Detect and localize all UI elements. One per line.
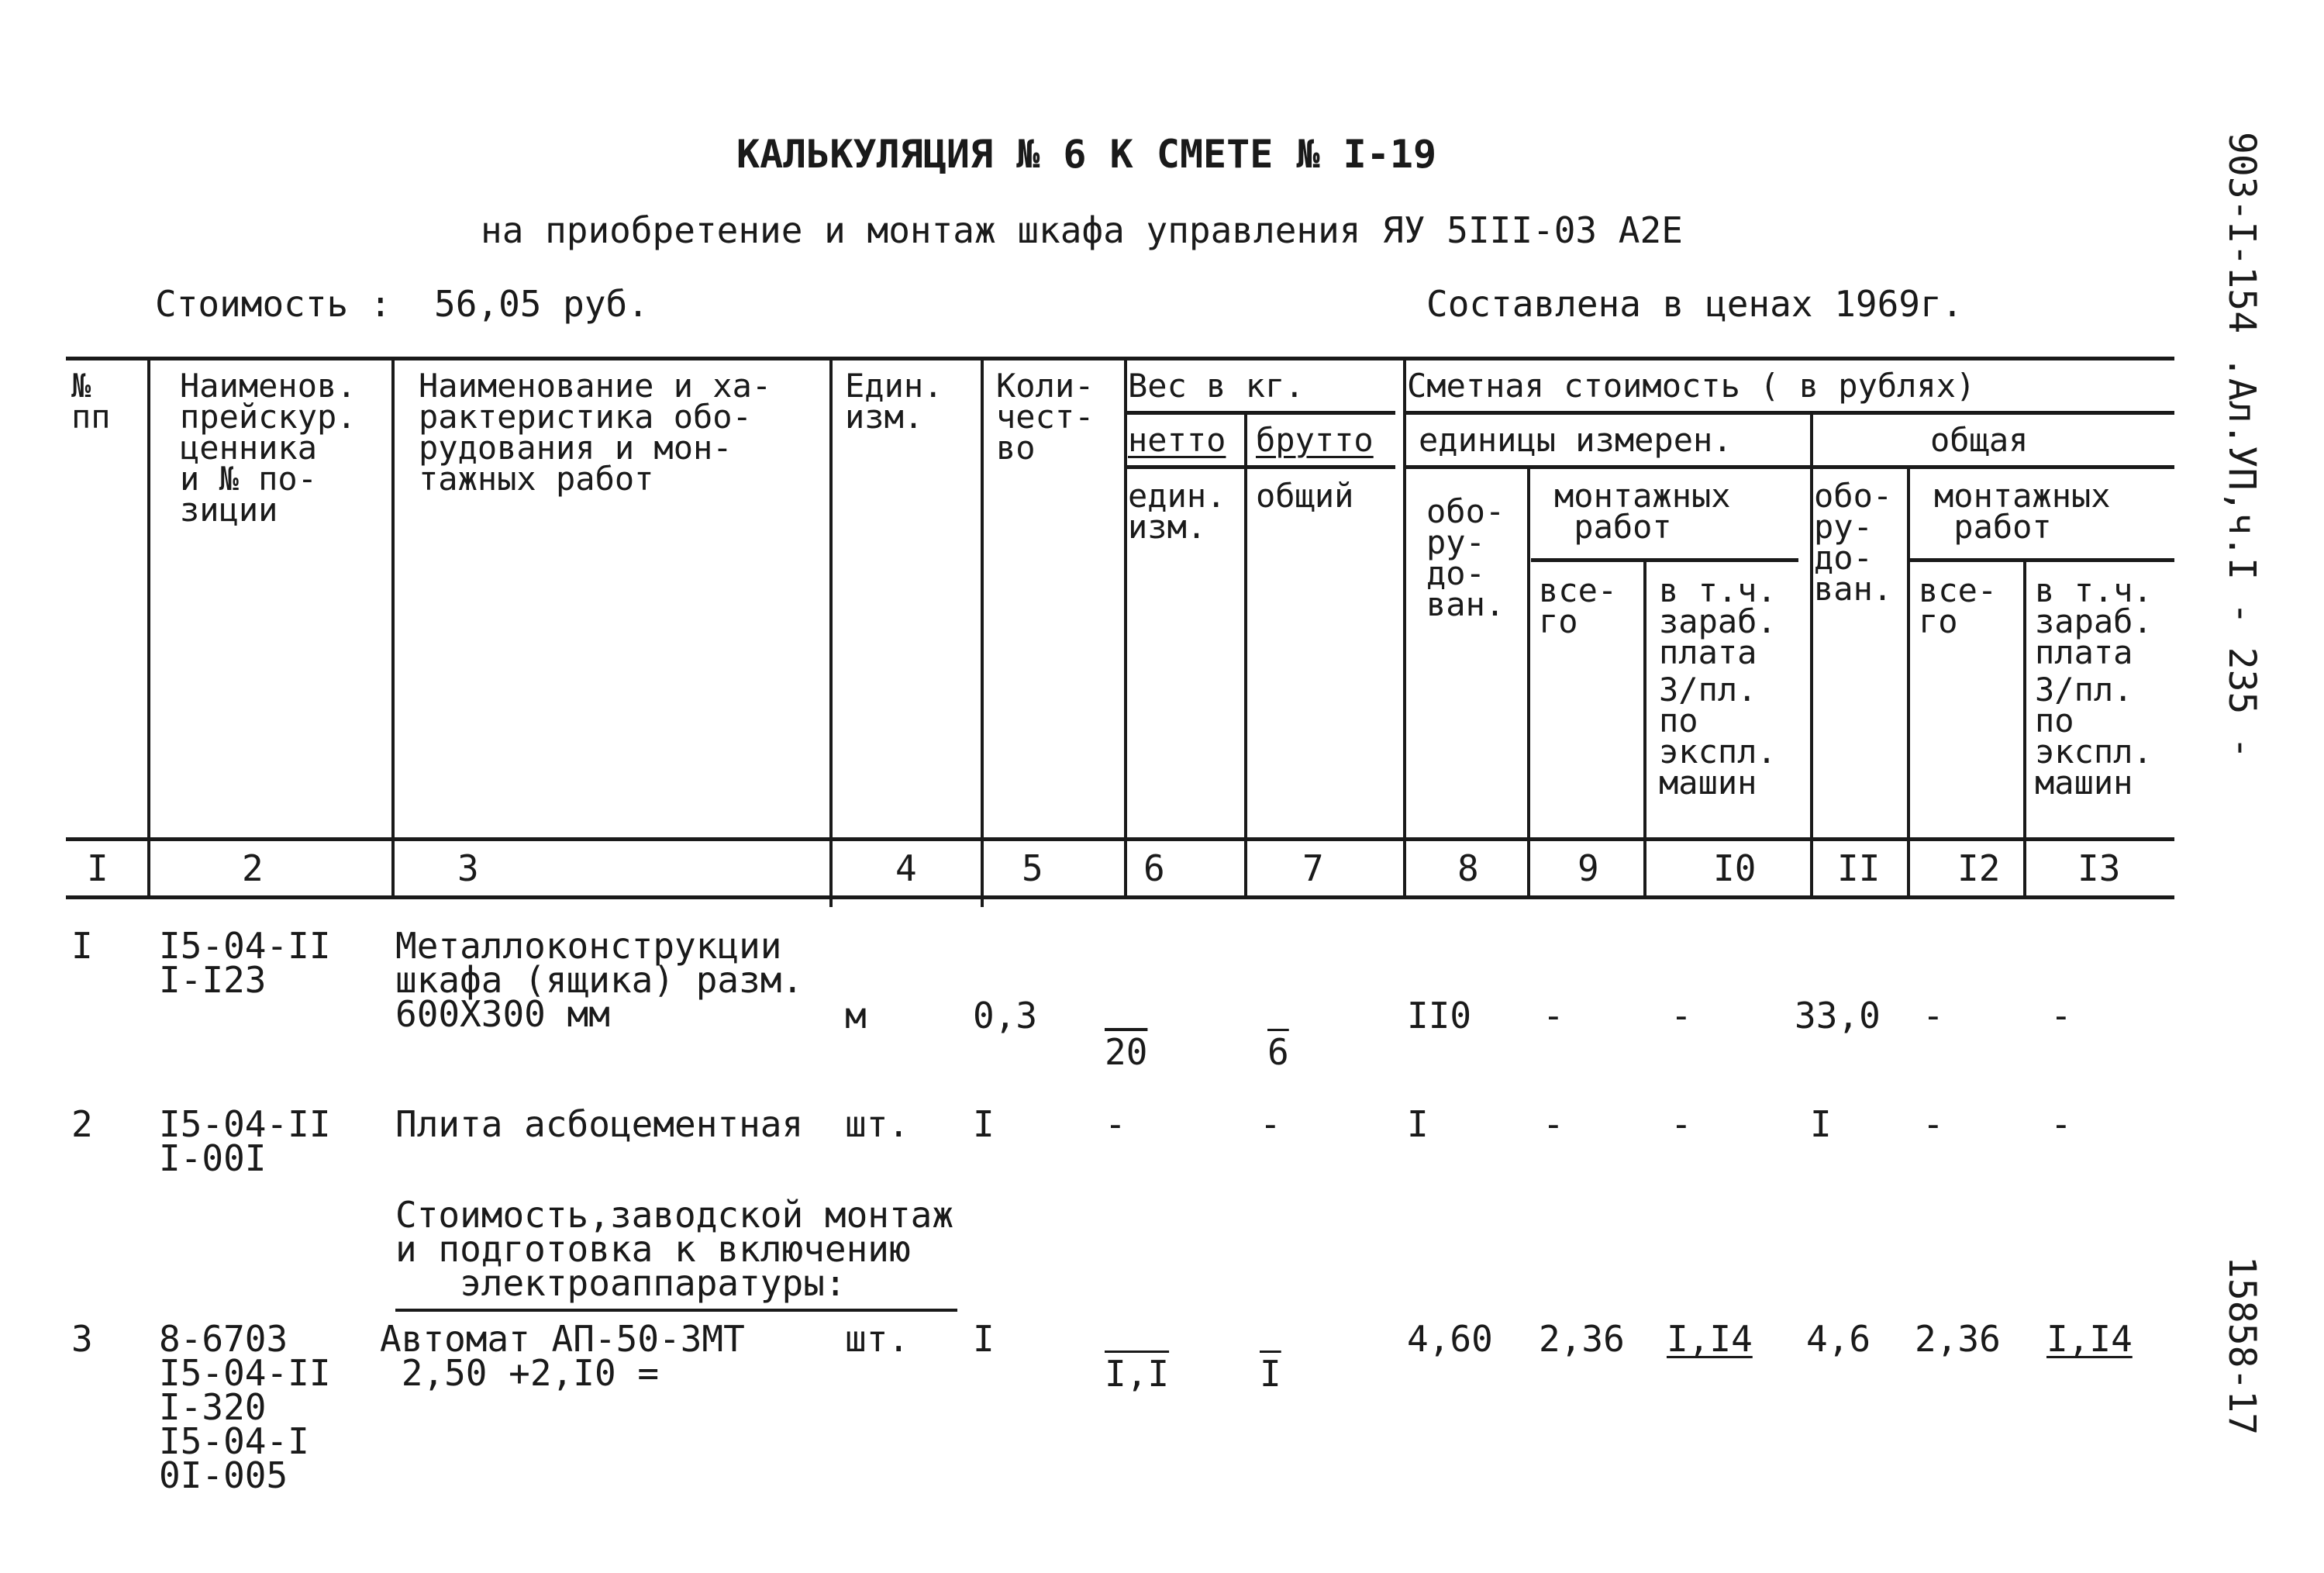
col-number: 9 bbox=[1577, 847, 1599, 889]
row1-qty: 0,3 bbox=[973, 995, 1038, 1037]
row1-unit: м bbox=[845, 995, 867, 1037]
row2-code: I5-04-II I-00I bbox=[159, 1103, 331, 1179]
col-number: 6 bbox=[1143, 847, 1165, 889]
per-unit-rule bbox=[1403, 465, 2174, 469]
row2-equip: I bbox=[1407, 1103, 1429, 1145]
row1-all: - bbox=[1543, 995, 1564, 1037]
col-header-equip-total: обо- ру- до- ван. bbox=[1814, 477, 1893, 608]
col-divider bbox=[1907, 465, 1910, 895]
col-header-all-total: все- го bbox=[1919, 571, 1998, 640]
col-number: 2 bbox=[242, 847, 264, 889]
numbers-bottom-rule bbox=[66, 895, 2174, 899]
row3-all-total: 2,36 bbox=[1915, 1318, 2001, 1360]
col-header-install-total: монтажных работ bbox=[1934, 477, 2111, 546]
col-header-brutto-total: общий bbox=[1256, 477, 1354, 515]
row1-weight-net: 20 bbox=[1105, 1031, 1148, 1073]
row1-equip-total: 33,0 bbox=[1795, 995, 1881, 1037]
row2-all: - bbox=[1543, 1103, 1564, 1145]
col-number: 5 bbox=[1022, 847, 1043, 889]
price-basis: Составлена в ценах 1969г. bbox=[1426, 283, 1964, 325]
row2-wage-total: - bbox=[2050, 1103, 2072, 1145]
cost-value: 56,05 руб. bbox=[434, 283, 649, 325]
row2-qty: I bbox=[973, 1103, 995, 1145]
row3-qty: I bbox=[973, 1318, 995, 1360]
row1-wage-total: - bbox=[2050, 995, 2072, 1037]
col-number: 8 bbox=[1457, 847, 1479, 889]
row2-wage: - bbox=[1671, 1103, 1692, 1145]
row1-weight-gross: 6 bbox=[1267, 1031, 1289, 1073]
col-divider bbox=[1643, 562, 1646, 895]
row3-weight-net: I,I bbox=[1105, 1353, 1170, 1395]
col-divider bbox=[147, 357, 150, 895]
col-number: I2 bbox=[1957, 847, 2001, 889]
document-title: КАЛЬКУЛЯЦИЯ № 6 К СМЕТЕ № I-19 bbox=[736, 132, 1437, 177]
row2-weight-gross: - bbox=[1260, 1103, 1281, 1145]
section-heading: Стоимость,заводской монтаж и подготовка к включению электроаппаратуры: bbox=[395, 1194, 954, 1304]
col-divider bbox=[1527, 465, 1530, 895]
row2-n: 2 bbox=[71, 1103, 93, 1145]
row3-code: 8-6703 I5-04-II I-320 I5-04-I 0I-005 bbox=[159, 1318, 331, 1496]
install-rule bbox=[1531, 558, 1798, 562]
install2-rule bbox=[1907, 558, 2174, 562]
col-divider bbox=[829, 357, 833, 907]
col-divider bbox=[981, 357, 984, 907]
row3-n: 3 bbox=[71, 1318, 93, 1360]
col-header-incl-machines: З/пл. по экспл. машин bbox=[1659, 671, 1777, 802]
weight-rule bbox=[1124, 411, 1395, 415]
cost-label: Стоимость : bbox=[155, 283, 391, 325]
row1-wage: - bbox=[1671, 995, 1692, 1037]
row2-equip-total: I bbox=[1810, 1103, 1832, 1145]
side-number: 15858-17 bbox=[2220, 1256, 2264, 1436]
col-divider bbox=[1124, 357, 1127, 895]
row3-equip-total: 4,6 bbox=[1806, 1318, 1871, 1360]
document-subtitle: на приобретение и монтаж шкафа управления ЯУ 5III-03 А2Е bbox=[481, 209, 1683, 251]
section-underline bbox=[395, 1309, 957, 1312]
row1-code: I5-04-II I-I23 bbox=[159, 925, 331, 1001]
row1-name: Металлоконструкции шкафа (ящика) разм. 600Х300 мм bbox=[395, 925, 804, 1035]
side-code: 903-I-154 .Ал.УП,ч.I - 235 - bbox=[2220, 132, 2264, 760]
col-header-netto: нетто bbox=[1128, 421, 1226, 459]
row2-weight-net: - bbox=[1105, 1103, 1126, 1145]
col-number: 3 bbox=[457, 847, 479, 889]
col-header-cost: Сметная стоимость ( в рублях) bbox=[1407, 367, 1976, 405]
col-header-equip: обо- ру- до- ван. bbox=[1426, 492, 1505, 623]
col-header-n: № пп bbox=[71, 367, 111, 436]
col-number: 4 bbox=[895, 847, 917, 889]
col-divider bbox=[1244, 411, 1247, 895]
table-top-rule bbox=[66, 357, 2174, 360]
col-header-code: Наименов. прейскур. ценника и № по- зиции bbox=[180, 367, 357, 529]
col-divider bbox=[1810, 411, 1813, 895]
col-header-incl-total: в т.ч. зараб. плата bbox=[2035, 571, 2153, 671]
col-number: I bbox=[87, 847, 109, 889]
col-divider bbox=[1403, 357, 1406, 895]
row3-name: Автомат АП-50-3МТ 2,50 +2,I0 = bbox=[380, 1318, 745, 1394]
col-number: 7 bbox=[1302, 847, 1324, 889]
col-header-install: монтажных работ bbox=[1554, 477, 1731, 546]
row3-unit: шт. bbox=[845, 1318, 910, 1360]
row1-n: I bbox=[71, 925, 93, 967]
col-header-brutto: брутто bbox=[1256, 421, 1374, 459]
col-header-per-unit: единицы измерен. bbox=[1419, 421, 1733, 459]
row3-wage: I,I4 bbox=[1667, 1318, 1753, 1360]
col-header-incl: в т.ч. зараб. плата bbox=[1659, 571, 1777, 671]
header-bottom-rule bbox=[66, 837, 2174, 841]
col-header-qty: Коли- чест- во bbox=[996, 367, 1095, 467]
col-header-netto-unit: един. изм. bbox=[1128, 477, 1226, 546]
row3-all: 2,36 bbox=[1539, 1318, 1625, 1360]
col-number: II bbox=[1837, 847, 1881, 889]
netto-rule bbox=[1124, 465, 1395, 469]
cost-rule bbox=[1403, 411, 2174, 415]
col-header-total: общая bbox=[1930, 421, 2029, 459]
row3-wage-total: I,I4 bbox=[2046, 1318, 2133, 1360]
col-divider bbox=[2023, 562, 2026, 895]
col-header-incl-machines-total: З/пл. по экспл. машин bbox=[2035, 671, 2153, 802]
col-number: I0 bbox=[1713, 847, 1757, 889]
col-header-name: Наименование и ха- рактеристика обо- рудования и мон- тажных работ bbox=[419, 367, 772, 498]
row3-equip: 4,60 bbox=[1407, 1318, 1493, 1360]
row3-weight-gross: $\overline{I}$ bbox=[1260, 1353, 1281, 1395]
col-header-unit: Един. изм. bbox=[845, 367, 943, 436]
col-header-all: все- го bbox=[1539, 571, 1618, 640]
col-divider bbox=[391, 357, 395, 895]
row2-all-total: - bbox=[1922, 1103, 1944, 1145]
row1-all-total: - bbox=[1922, 995, 1944, 1037]
row2-name: Плита асбоцементная bbox=[395, 1103, 804, 1145]
col-header-weight: Вес в кг. bbox=[1128, 367, 1305, 405]
row1-equip: II0 bbox=[1407, 995, 1472, 1037]
col-number: I3 bbox=[2077, 847, 2121, 889]
row2-unit: шт. bbox=[845, 1103, 910, 1145]
